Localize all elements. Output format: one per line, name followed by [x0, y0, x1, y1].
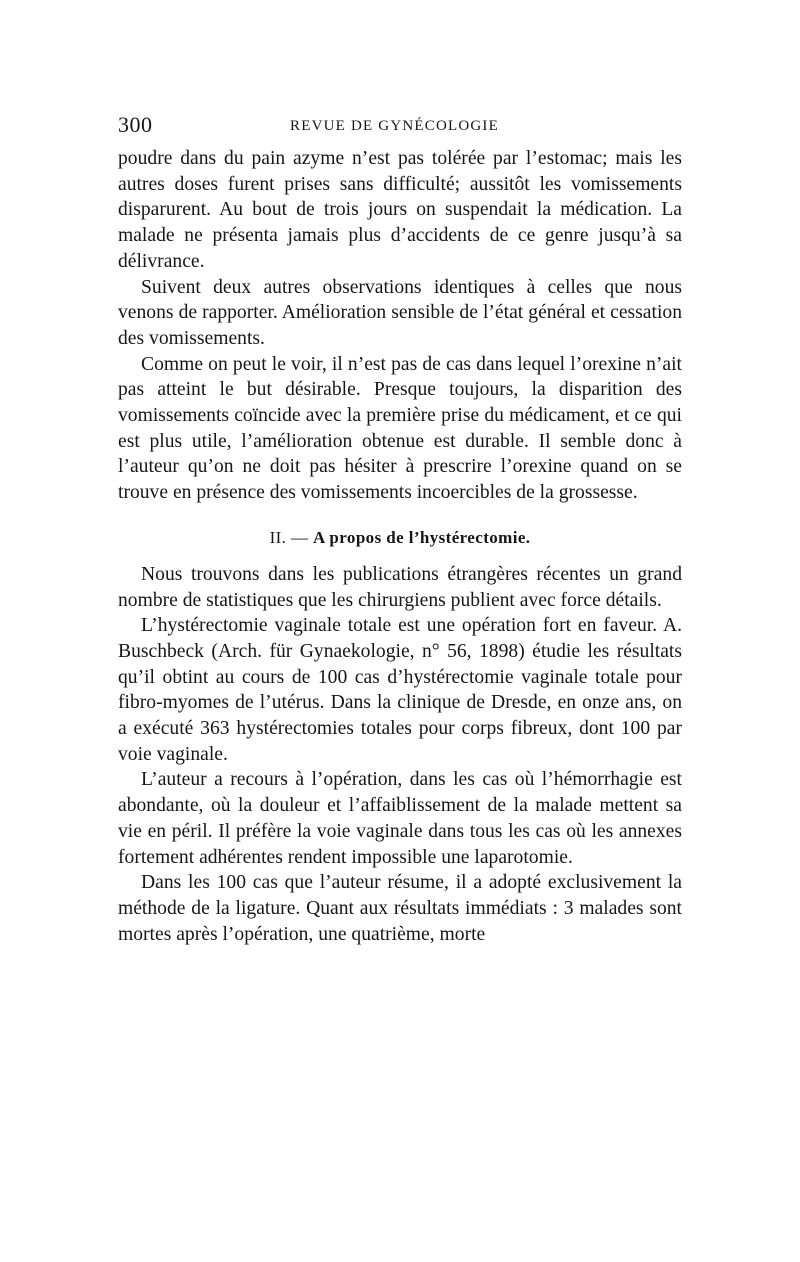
page-header [118, 112, 682, 146]
paragraph: Suivent deux autres observations identiques à celles que nous venons de rapporter. Amélioration sensible de l’état général et cessation des vomissements. [118, 276, 682, 349]
section-title: A propos de l’hystérectomie. [313, 527, 531, 547]
running-title: REVUE DE GYNÉCOLOGIE [290, 118, 499, 134]
section-number: II. — [269, 527, 309, 547]
section-heading [118, 528, 682, 548]
paragraph: Nous trouvons dans les publications étrangères récentes un grand nombre de statistiques que les chirurgiens publient avec force détails. [118, 563, 682, 611]
paragraph: Dans les 100 cas que l’auteur résume, il a adopté exclusivement la méthode de la ligature. Quant aux résultats immédiats : 3 malades sont mortes après l’opération, une quatrième, morte [118, 872, 682, 945]
paragraph: Comme on peut le voir, il n’est pas de cas dans lequel l’orexine n’ait pas atteint le but désirable. Presque toujours, la disparition des vomissements coïncide avec la première prise du médicament, et ce qui est plus utile, l’amélioration obtenue est durable. Il semble donc à l’auteur qu’on ne doit pas hésiter à prescrire l’orexine quand on se trouve en présence des vomissements incoercibles de la grossesse. [118, 353, 682, 504]
paragraph: poudre dans du pain azyme n’est pas tolérée par l’estomac; mais les autres doses furent prises sans difficulté; aussitôt les vomissements disparurent. Au bout de trois jours on suspendait la médication. La malade ne présenta jamais plus d’accidents de ce genre jusqu’à sa délivrance. [118, 148, 682, 272]
page [118, 112, 682, 947]
paragraph: L’auteur a recours à l’opération, dans les cas où l’hémorrhagie est abondante, où la douleur et l’affaiblissement de la malade mettent sa vie en péril. Il préfère la voie vaginale dans tous les cas où les annexes fortement adhérentes rendent impossible une laparotomie. [118, 769, 682, 868]
paragraph: L’hystérectomie vaginale totale est une opération fort en faveur. A. Buschbeck (Arch. für Gynaekologie, n° 56, 1898) étudie les résultats qu’il obtint au cours de 100 cas d’hystérectomie vaginale totale pour fibro-myomes de l’utérus. Dans la clinique de Dresde, en onze ans, on a exécuté 363 hystérectomies totales pour corps fibreux, dont 100 par voie vaginale. [118, 615, 682, 765]
page-number: 300 [118, 112, 153, 137]
body-text [118, 146, 682, 947]
